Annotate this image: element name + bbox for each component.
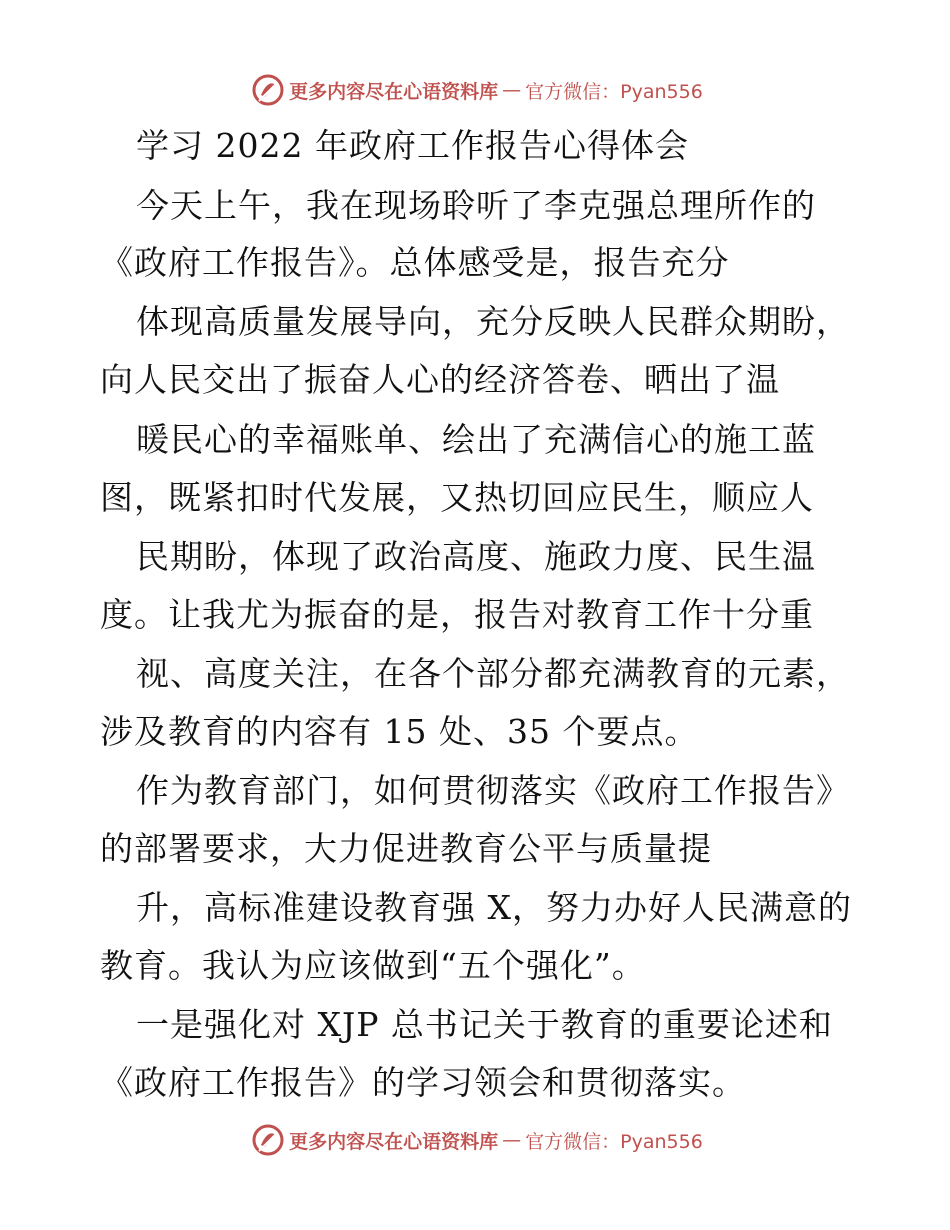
paragraph-line: 民期盼，体现了政治高度、施政力度、民生温 bbox=[136, 537, 816, 576]
logo-icon bbox=[251, 73, 285, 107]
header-banner bbox=[0, 70, 950, 110]
paragraph-line: 涉及教育的内容有 15 处、35 个要点。 bbox=[100, 712, 699, 751]
document-title: 学习 2022 年政府工作报告心得体会 bbox=[136, 126, 689, 165]
footer-banner bbox=[0, 1120, 950, 1160]
paragraph-line: 向人民交出了振奋人心的经济答卷、晒出了温 bbox=[100, 360, 780, 399]
paragraph-line: 教育。我认为应该做到“五个强化”。 bbox=[100, 946, 646, 985]
paragraph-line: 度。让我尤为振奋的是，报告对教育工作十分重 bbox=[100, 595, 814, 634]
paragraph-line: 的部署要求，大力促进教育公平与质量提 bbox=[100, 829, 712, 868]
paragraph-line: 图，既紧扣时代发展，又热切回应民生，顺应人 bbox=[100, 478, 814, 517]
paragraph-line: 今天上午，我在现场聆听了李克强总理所作的 bbox=[136, 186, 816, 225]
paragraph-line: 视、高度关注，在各个部分都充满教育的元素， bbox=[136, 654, 850, 693]
logo-icon bbox=[251, 1123, 285, 1157]
paragraph-line: 体现高质量发展导向，充分反映人民群众期盼， bbox=[136, 302, 850, 341]
banner-contact: 官方微信：Pyan556 bbox=[525, 1130, 703, 1153]
paragraph-line: 暖民心的幸福账单、绘出了充满信心的施工蓝 bbox=[136, 420, 816, 459]
banner-contact: 官方微信：Pyan556 bbox=[525, 80, 703, 103]
paragraph-line: 作为教育部门，如何贯彻落实《政府工作报告》 bbox=[136, 771, 850, 810]
paragraph-line: 一是强化对 XJP 总书记关于教育的重要论述和 bbox=[136, 1005, 833, 1044]
paragraph-line: 《政府工作报告》的学习领会和贯彻落实。 bbox=[100, 1063, 746, 1102]
paragraph-line: 《政府工作报告》。总体感受是，报告充分 bbox=[100, 243, 730, 282]
banner-separator: — bbox=[502, 1129, 522, 1151]
banner-text: 更多内容尽在心语资料库 bbox=[289, 80, 499, 103]
paragraph-line: 升，高标准建设教育强 X，努力办好人民满意的 bbox=[136, 888, 852, 927]
banner-text: 更多内容尽在心语资料库 bbox=[289, 1130, 499, 1153]
banner-separator: — bbox=[502, 79, 522, 101]
